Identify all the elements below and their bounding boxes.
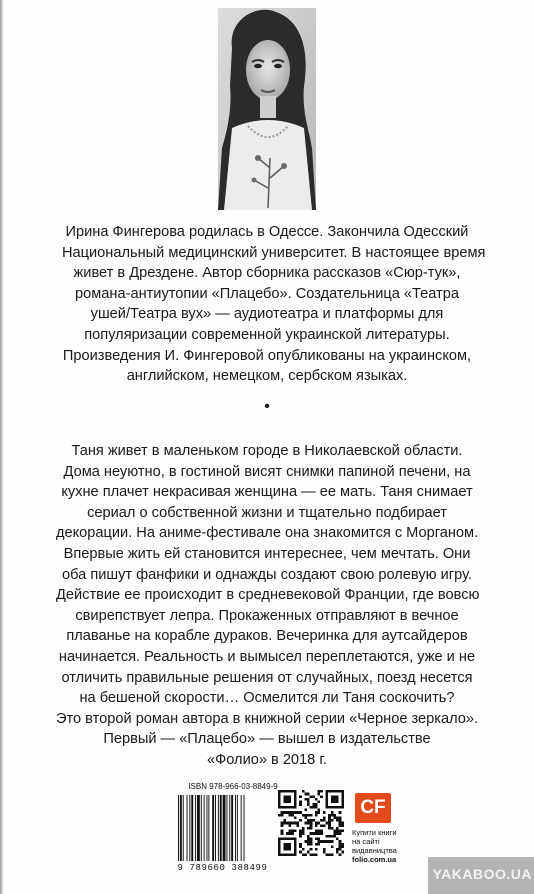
qr-module	[302, 830, 305, 833]
qr-module	[341, 822, 344, 825]
qr-module	[294, 822, 297, 825]
qr-module	[304, 840, 307, 843]
qr-module	[289, 814, 292, 817]
barcode-bar	[229, 795, 230, 861]
qr-module	[307, 827, 310, 830]
qr-module	[339, 848, 342, 851]
qr-module	[310, 824, 313, 827]
qr-module	[326, 840, 329, 843]
qr-module	[323, 824, 326, 827]
qr-module	[315, 830, 318, 833]
qr-module	[315, 803, 318, 806]
qr-module	[331, 811, 334, 814]
qr-module	[291, 814, 294, 817]
barcode-bar	[204, 795, 205, 861]
qr-module	[294, 816, 297, 819]
qr-module	[318, 838, 321, 841]
author-photo	[218, 8, 316, 210]
qr-module	[302, 790, 305, 793]
barcode-bar	[223, 795, 226, 861]
qr-module	[286, 811, 289, 814]
qr-module	[296, 811, 299, 814]
qr-module	[289, 811, 292, 814]
qr-module	[333, 830, 336, 833]
bio-line: Национальный медицинский университет. В настоящее время	[62, 244, 486, 261]
bio-line: ушей/Театра вух» — аудиотеатра и платформы для	[90, 306, 444, 323]
qr-module	[339, 811, 342, 814]
qr-module	[328, 816, 331, 819]
bio-line: Ирина Фингерова родилась в Одессе. Закончила Одесский	[65, 224, 469, 240]
publisher-url[interactable]: folio.com.ua	[352, 855, 397, 864]
qr-module	[339, 843, 342, 846]
qr-module	[339, 824, 342, 827]
bio-line: романа-антиутопии «Плацебо». Создательница «Театра	[75, 285, 459, 302]
blurb-line: на бешеной скорости… Осмелится ли Таня соскочить?	[79, 690, 455, 707]
qr-module	[307, 814, 310, 817]
qr-module	[320, 832, 323, 835]
barcode-bar	[220, 795, 222, 861]
qr-module	[291, 830, 294, 833]
isbn-number: ISBN 978-966-03-8849-9	[188, 782, 278, 791]
qr-module	[281, 832, 284, 835]
qr-module	[289, 822, 292, 825]
qr-module	[328, 853, 331, 856]
qr-module	[307, 840, 310, 843]
qr-module	[336, 830, 339, 833]
blurb-line: отличить правильные решения от случайных, поезд несется	[61, 669, 473, 686]
qr-module	[336, 827, 339, 830]
qr-module	[331, 814, 334, 817]
qr-module	[299, 835, 302, 838]
qr-module	[281, 814, 284, 817]
qr-module	[320, 790, 323, 793]
qr-module	[310, 814, 313, 817]
qr-module	[281, 824, 284, 827]
publisher-logo-text: CF	[360, 797, 386, 818]
publisher-shop-info	[352, 828, 422, 864]
qr-module	[307, 851, 310, 854]
qr-module	[320, 824, 323, 827]
qr-module	[315, 811, 318, 814]
qr-module	[307, 838, 310, 841]
qr-module	[299, 803, 302, 806]
qr-module	[310, 843, 313, 846]
qr-module	[307, 803, 310, 806]
qr-module	[299, 811, 302, 814]
qr-module	[299, 830, 302, 833]
blurb-line: плаванье на корабле дураков. Вечеринка для аутсайдеров	[66, 628, 468, 645]
qr-module	[307, 819, 310, 822]
qr-module	[328, 819, 331, 822]
qr-code[interactable]	[278, 790, 344, 856]
qr-module	[291, 822, 294, 825]
qr-module	[339, 845, 342, 848]
qr-module	[320, 830, 323, 833]
qr-module	[328, 814, 331, 817]
qr-module	[304, 822, 307, 825]
qr-module	[315, 824, 318, 827]
barcode-digits: 9 789660 388499	[177, 863, 268, 873]
qr-module	[318, 808, 321, 811]
qr-module	[310, 840, 313, 843]
qr-module	[323, 851, 326, 854]
qr-module	[315, 832, 318, 835]
qr-module	[312, 806, 315, 809]
barcode-bar	[189, 795, 190, 861]
blurb-line: Это второй роман автора в книжной серии «Черное зеркало».	[56, 710, 479, 727]
qr-module	[289, 824, 292, 827]
qr-module	[341, 843, 344, 846]
barcode-bar	[212, 795, 214, 861]
qr-module	[336, 819, 339, 822]
qr-module	[315, 853, 318, 856]
qr-module	[278, 814, 281, 817]
qr-module	[341, 845, 344, 848]
qr-module	[312, 795, 315, 798]
barcode-bar	[197, 795, 200, 861]
blurb-line: свирепствует лепра. Прокаженных отправляют в вечное	[75, 607, 459, 624]
qr-module	[304, 798, 307, 801]
qr-module	[299, 795, 302, 798]
qr-module	[336, 832, 339, 835]
qr-module	[310, 806, 313, 809]
blurb-line: оба пишут фанфики и однажды создают свою ролевую игру.	[62, 566, 472, 583]
qr-module	[315, 848, 318, 851]
qr-module	[333, 816, 336, 819]
section-separator: •	[264, 398, 270, 415]
qr-module	[283, 822, 286, 825]
qr-module	[315, 806, 318, 809]
watermark-text: YAKABOO.UA	[432, 866, 532, 882]
qr-module	[299, 819, 302, 822]
qr-module	[294, 830, 297, 833]
bio-line: английском, немецком, сербском языках.	[126, 368, 408, 385]
qr-module	[289, 830, 292, 833]
qr-module	[328, 827, 331, 830]
qr-module	[307, 843, 310, 846]
blurb-line: Первый — «Плацебо» — вышел в издательстве	[103, 731, 431, 748]
qr-module	[283, 843, 291, 851]
qr-module	[315, 798, 318, 801]
qr-module	[312, 803, 315, 806]
qr-module	[323, 816, 326, 819]
blurb-line: сериал о собственной жизни и тщательно подбирает	[87, 504, 447, 521]
qr-module	[326, 853, 329, 856]
qr-module	[328, 822, 331, 825]
qr-module	[286, 822, 289, 825]
barcode-bar	[241, 795, 242, 861]
publisher-logo	[355, 793, 391, 823]
qr-module	[307, 798, 310, 801]
qr-module	[304, 853, 307, 856]
qr-module	[331, 819, 334, 822]
qr-module	[283, 811, 286, 814]
qr-module	[318, 790, 321, 793]
barcode-bar	[226, 795, 227, 861]
blurb-line: Таня живет в маленьком городе в Николаевской области.	[71, 443, 463, 459]
bio-line: популяризации современной украинской литературы.	[84, 326, 450, 343]
barcode-bar	[187, 795, 188, 861]
qr-module	[331, 853, 334, 856]
barcode-bar	[244, 795, 245, 861]
qr-module	[299, 851, 302, 854]
qr-module	[312, 832, 315, 835]
qr-module	[299, 801, 302, 804]
author-bio	[62, 222, 486, 387]
barcode-bar	[237, 795, 238, 861]
qr-module	[299, 832, 302, 835]
qr-module	[281, 811, 284, 814]
shop-line: на сайті	[352, 837, 380, 846]
qr-module	[294, 811, 297, 814]
qr-module	[326, 822, 329, 825]
qr-module	[296, 822, 299, 825]
qr-module	[312, 819, 315, 822]
qr-module	[318, 822, 321, 825]
qr-module	[291, 811, 294, 814]
barcode-bar	[215, 795, 216, 861]
qr-module	[302, 853, 305, 856]
qr-module	[315, 838, 318, 841]
qr-module	[312, 853, 315, 856]
barcode-bar	[195, 795, 196, 861]
qr-module	[323, 840, 326, 843]
qr-module	[339, 832, 342, 835]
qr-module	[336, 816, 339, 819]
qr-module	[310, 838, 313, 841]
qr-module	[307, 835, 310, 838]
blurb-line: кухне плачет некрасивая женщина — ее мать. Таня снимает	[61, 484, 473, 501]
shop-line: видавництва	[352, 846, 397, 855]
book-edge-shadow	[0, 0, 3, 894]
qr-module	[331, 840, 334, 843]
qr-module	[339, 853, 342, 856]
bio-line: живет в Дрездене. Автор сборника рассказов «Сюр-тук»,	[73, 265, 461, 282]
qr-module	[328, 840, 331, 843]
qr-module	[283, 819, 286, 822]
qr-module	[299, 843, 302, 846]
qr-module	[302, 814, 305, 817]
qr-module	[336, 848, 339, 851]
qr-module	[307, 793, 310, 796]
qr-module	[310, 853, 313, 856]
qr-module	[328, 824, 331, 827]
qr-module	[318, 840, 321, 843]
qr-module	[323, 819, 326, 822]
qr-module	[315, 822, 318, 825]
qr-module	[310, 848, 313, 851]
qr-module	[286, 832, 289, 835]
bio-line: Произведения И. Фингеровой опубликованы на украинском,	[62, 347, 472, 364]
qr-module	[331, 795, 339, 803]
qr-module	[283, 795, 291, 803]
barcode-bar	[191, 795, 193, 861]
shop-line: Купити книги	[352, 828, 397, 837]
qr-module	[341, 851, 344, 854]
qr-module	[291, 832, 294, 835]
qr-module	[339, 830, 342, 833]
barcode-bar	[231, 795, 233, 861]
qr-module	[333, 832, 336, 835]
qr-module	[315, 814, 318, 817]
qr-module	[296, 824, 299, 827]
barcode	[176, 795, 269, 861]
qr-module	[318, 793, 321, 796]
qr-module	[331, 845, 334, 848]
qr-module	[318, 830, 321, 833]
qr-module	[318, 843, 321, 846]
qr-module	[302, 827, 305, 830]
qr-module	[318, 811, 321, 814]
qr-module	[310, 827, 313, 830]
barcode-bar	[235, 795, 236, 861]
blurb-line: Впервые жить ей становится интереснее, чем мечтать. Они	[63, 545, 471, 562]
qr-module	[281, 830, 284, 833]
qr-module	[331, 827, 334, 830]
barcode-bar	[178, 795, 179, 861]
qr-module	[320, 795, 323, 798]
qr-module	[302, 832, 305, 835]
barcode-bar	[183, 795, 184, 861]
qr-module	[310, 822, 313, 825]
barcode-bar	[208, 795, 209, 861]
qr-module	[307, 822, 310, 825]
qr-module	[302, 848, 305, 851]
qr-module	[318, 801, 321, 804]
qr-module	[304, 814, 307, 817]
qr-module	[307, 801, 310, 804]
barcode-bar	[218, 795, 219, 861]
blurb-line: Действие ее происходит в средневековой Франции, где вовсю	[56, 587, 480, 604]
qr-module	[310, 832, 313, 835]
blurb-line: декорации. На аниме-фестивале она знакомится с Морганом.	[56, 525, 479, 542]
blurb-line: Дома неуютно, в гостиной висят снимки папиной печени, на	[63, 463, 471, 480]
qr-module	[333, 835, 336, 838]
qr-module	[336, 851, 339, 854]
qr-module	[341, 824, 344, 827]
qr-module	[318, 832, 321, 835]
qr-module	[339, 822, 342, 825]
qr-module	[310, 819, 313, 822]
qr-module	[323, 811, 326, 814]
qr-module	[299, 845, 302, 848]
qr-module	[304, 816, 307, 819]
qr-module	[323, 848, 326, 851]
qr-module	[331, 835, 334, 838]
qr-module	[281, 822, 284, 825]
book-blurb	[56, 441, 478, 771]
qr-module	[289, 832, 292, 835]
qr-module	[339, 840, 342, 843]
qr-module	[326, 835, 329, 838]
qr-module	[304, 793, 307, 796]
qr-module	[333, 814, 336, 817]
blurb-line: «Фолио» в 2018 г.	[207, 751, 327, 768]
barcode-bar	[180, 795, 182, 861]
barcode-bar	[207, 795, 208, 861]
qr-module	[304, 808, 307, 811]
watermark	[428, 857, 534, 894]
barcode-bar	[201, 795, 202, 861]
qr-module	[339, 816, 342, 819]
qr-module	[341, 830, 344, 833]
qr-module	[339, 819, 342, 822]
qr-module	[320, 840, 323, 843]
qr-module	[328, 835, 331, 838]
blurb-line: начинается. Реальность и вымысел переплетаются, уже и не	[58, 648, 476, 665]
qr-module	[315, 843, 318, 846]
qr-module	[310, 795, 313, 798]
qr-module	[320, 819, 323, 822]
qr-module	[336, 838, 339, 841]
